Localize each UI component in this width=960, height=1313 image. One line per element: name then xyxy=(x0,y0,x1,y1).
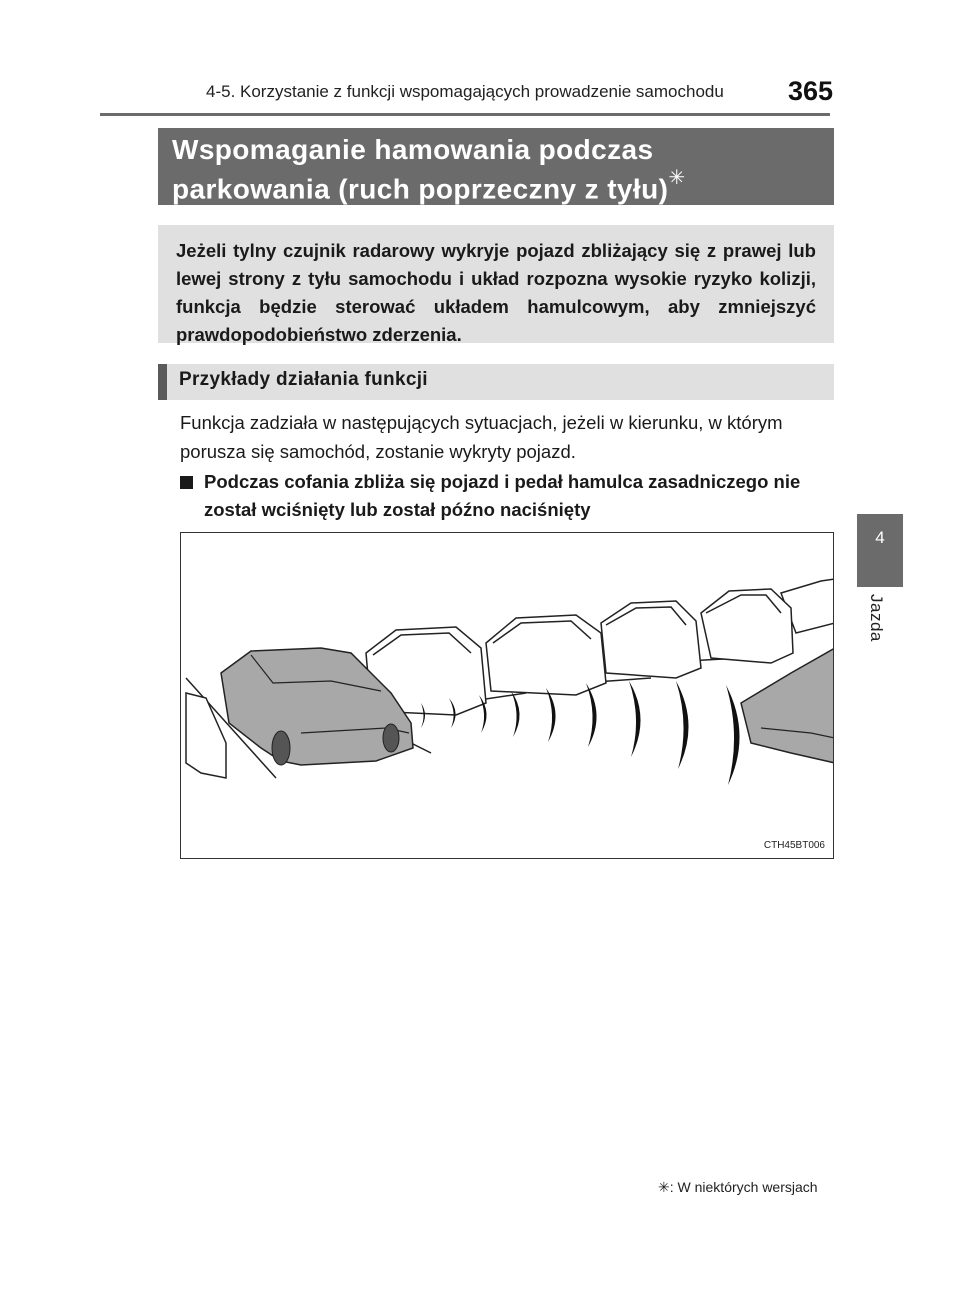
section-heading-line2: parkowania (ruch poprzeczny z tyłu) xyxy=(172,173,669,205)
bullet-text: Podczas cofania zbliża się pojazd i pedał hamulca zasadniczego nie został wciśnięty lub został późno naciśnięty xyxy=(204,471,801,520)
figure-code: CTH45BT006 xyxy=(763,840,825,851)
intro-box: Jeżeli tylny czujnik radarowy wykryje pojazd zbliżający się z prawej lub lewej strony z tyłu samochodu i układ rozpozna wysokie ryzyko kolizji, funkcja będzie sterować układem hamulcowym, aby zmniejszyć prawdopodobieństwo zderzenia. xyxy=(158,225,834,343)
bullet-item xyxy=(180,468,834,524)
chapter-number: 4 xyxy=(875,528,885,547)
section-heading-line1: Wspomaganie hamowania podczas xyxy=(172,134,654,165)
bullet-square-icon xyxy=(180,476,193,489)
subheading: Przykłady działania funkcji xyxy=(158,364,834,400)
asterisk-mark: ✳ xyxy=(668,167,686,189)
body-paragraph: Funkcja zadziała w następujących sytuacjach, jeżeli w kierunku, w którym porusza się samochód, zostanie wykryty pojazd. xyxy=(180,412,783,462)
chapter-label: Jazda xyxy=(867,594,886,642)
footnote-mark: ✳ xyxy=(658,1179,670,1195)
header-section-title: 4-5. Korzystanie z funkcji wspomagających prowadzenie samochodu xyxy=(206,82,724,101)
header-divider xyxy=(100,113,830,116)
illustration-frame xyxy=(180,532,834,859)
footnote-text: : W niektórych wersjach xyxy=(669,1179,818,1195)
parking-illustration xyxy=(181,533,834,859)
footnote xyxy=(658,1179,818,1196)
page-number: 365 xyxy=(788,76,834,106)
chapter-tab xyxy=(857,514,903,587)
section-heading xyxy=(158,128,834,205)
